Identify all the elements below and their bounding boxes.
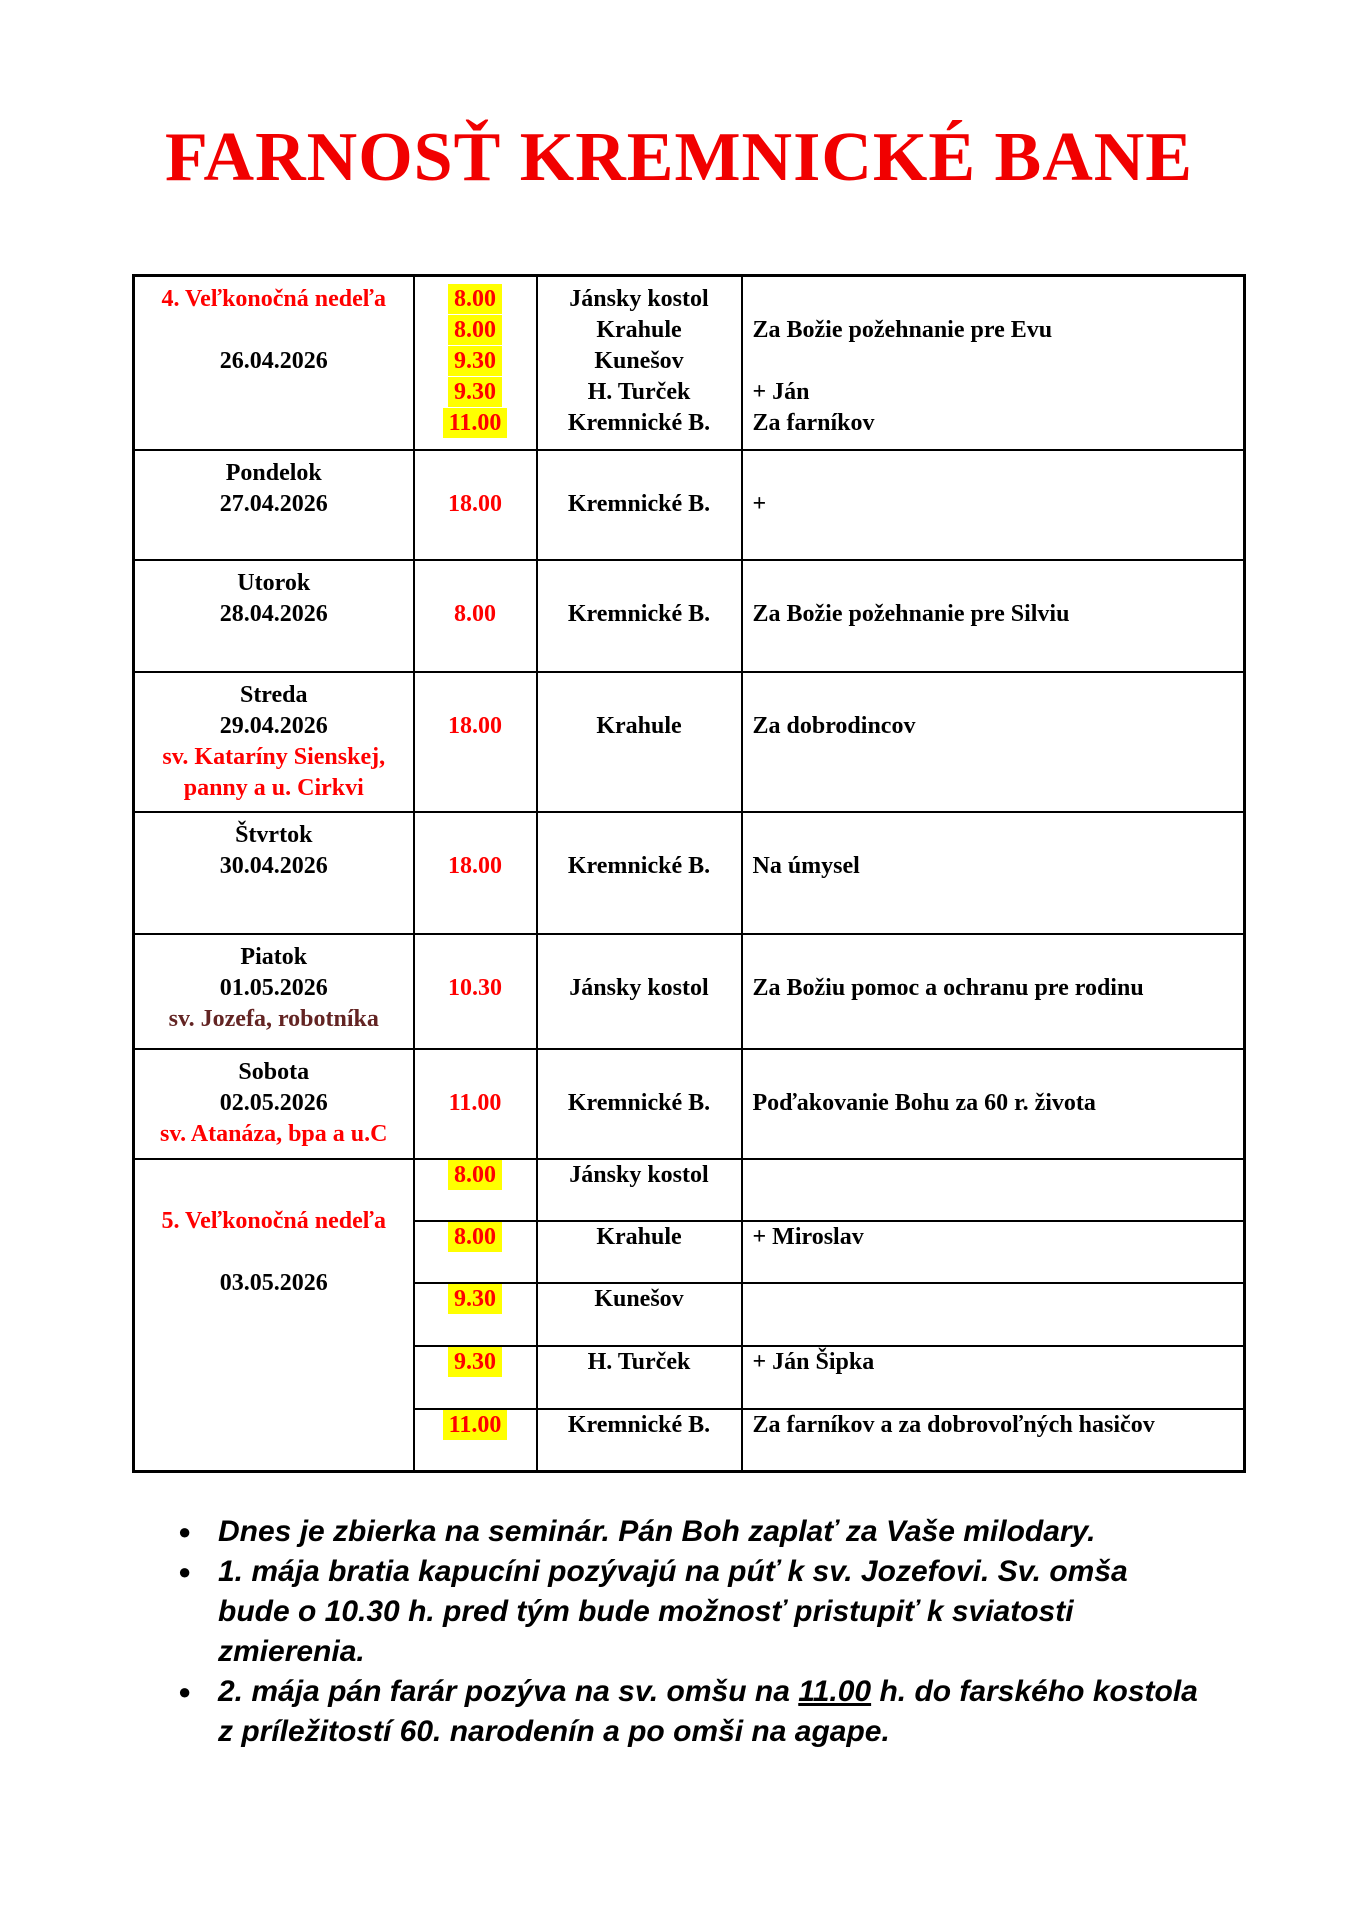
church-label: Jánsky kostol [569,1161,709,1188]
announcement-item [178,1512,1198,1552]
schedule-row-thursday [134,812,1245,934]
time-label: 18.00 [448,490,502,517]
time-label: 10.30 [448,974,502,1001]
bullet-icon: ● [178,1679,192,1704]
intention-label [753,1284,1244,1315]
church-cell [537,672,742,812]
announcement-item [178,1672,1198,1752]
announcement-text [218,1672,1198,1752]
day-cell [134,1049,414,1159]
church-label: Kremnické B. [567,1411,711,1438]
time-label: 8.00 [454,600,496,627]
highlighted-time: 8.00 [448,284,502,314]
time-cell [414,672,537,812]
church-label: Kunešov [594,1285,684,1312]
time-cell [414,276,537,450]
intention-label: Za Božie požehnanie pre Silviu [752,600,1070,627]
church-cell [537,1346,742,1409]
intention-cell [742,1346,1245,1409]
announcement-span: Dnes je zbierka na seminár. Pán Boh zaplať za Vaše milodary. [218,1515,1096,1548]
feast-label: sv. Kataríny Sienskej, [162,743,386,770]
day-label: Utorok [237,569,311,596]
schedule-row-tuesday [134,560,1245,672]
day-label: Sobota [238,1058,310,1085]
day-cell [134,276,414,450]
intention-label: + Ján Šipka [752,1348,875,1375]
highlighted-time: 9.30 [448,1347,502,1377]
intention-label: Za Božiu pomoc a ochranu pre rodinu [752,974,1144,1001]
mass-schedule-table [132,274,1246,1473]
intention-label: + Ján [752,379,810,405]
feast-label: panny a u. Cirkvi [183,774,364,801]
church-label: Krahule [596,712,682,739]
church-cell [537,1409,742,1472]
day-cell [134,1159,414,1472]
highlighted-time: 9.30 [448,377,502,407]
underlined-time: 11.00 [798,1675,872,1708]
intention-label: Za dobrodincov [752,712,916,739]
intention-cell [742,934,1245,1049]
schedule-row-sunday-4 [134,276,1245,450]
announcements-list [178,1512,1198,1752]
intention-cell [742,672,1245,812]
date-label: 02.05.2026 [219,1089,328,1116]
announcement-item [178,1552,1198,1672]
schedule-row-friday [134,934,1245,1049]
time-cell [414,1346,537,1409]
church-label: H. Turček [587,1348,691,1375]
bullet-icon: ● [178,1519,192,1544]
intention-label: Na úmysel [752,852,860,879]
announcement-text [218,1552,1198,1672]
church-label: Krahule [596,317,682,343]
highlighted-time: 8.00 [448,315,502,345]
church-label: Kremnické B. [567,490,711,517]
church-label: Kremnické B. [567,600,711,627]
intention-cell [742,276,1245,450]
spacer-line [135,315,413,346]
intention-cell [742,1049,1245,1159]
date-label: 27.04.2026 [219,490,328,517]
date-label: 03.05.2026 [219,1269,328,1296]
intention-cell [742,1409,1245,1472]
day-label: 4. Veľkonočná nedeľa [161,286,387,312]
date-label: 28.04.2026 [219,600,328,627]
day-cell [134,812,414,934]
highlighted-time: 8.00 [448,1222,502,1252]
intention-label: + Miroslav [752,1223,864,1250]
intention-label: Poďakovanie Bohu za 60 r. života [752,1089,1096,1116]
feast-label: sv. Atanáza, bpa a u.C [160,1120,388,1147]
intention-cell [742,812,1245,934]
time-cell [414,1221,537,1283]
time-label: 18.00 [448,712,502,739]
announcement-span: 2. mája pán farár pozýva na sv. omšu na [218,1675,799,1708]
date-label: 01.05.2026 [219,974,328,1001]
date-label: 26.04.2026 [219,348,328,374]
intention-cell [742,1283,1245,1346]
intention-label [753,346,1244,377]
intention-label: Za farníkov [752,410,875,436]
time-cell [414,560,537,672]
day-cell [134,560,414,672]
intention-cell [742,560,1245,672]
page-title: FARNOSŤ KREMNICKÉ BANE [164,119,1193,196]
date-label: 29.04.2026 [219,712,328,739]
time-cell [414,1159,537,1221]
day-label: 5. Veľkonočná nedeľa [161,1207,387,1234]
intention-label: Za Božie požehnanie pre Evu [752,317,1053,343]
church-label: Kremnické B. [567,410,711,436]
announcement-span: h. do farského kostola z príležitostí 60. narodenín a po omši na agape. [218,1675,1198,1748]
day-cell [134,672,414,812]
highlighted-time: 9.30 [448,1284,502,1314]
day-label: Streda [239,681,308,708]
schedule-row-monday [134,450,1245,560]
day-label: Štvrtok [235,821,313,848]
intention-cell [742,450,1245,560]
time-label: 18.00 [448,852,502,879]
church-cell [537,1221,742,1283]
day-cell [134,934,414,1049]
church-label: Krahule [596,1223,682,1250]
day-label: Pondelok [225,459,322,486]
church-label: H. Turček [587,379,691,405]
intention-label [753,284,1244,315]
date-label: 30.04.2026 [219,852,328,879]
church-cell [537,276,742,450]
time-label: 11.00 [448,1089,502,1116]
schedule-row-saturday [134,1049,1245,1159]
intention-label: + [752,490,767,517]
time-cell [414,1409,537,1472]
highlighted-time: 11.00 [443,1410,508,1440]
announcement-text [218,1512,1198,1552]
schedule-row-sunday-5 [134,1159,1245,1221]
church-label: Kunešov [594,348,684,374]
intention-cell [742,1159,1245,1221]
feast-label: sv. Jozefa, robotníka [168,1005,379,1032]
day-label: Piatok [240,943,308,970]
time-cell [414,934,537,1049]
church-cell [537,934,742,1049]
church-cell [537,1159,742,1221]
church-cell [537,1283,742,1346]
church-label: Kremnické B. [567,852,711,879]
announcement-span: 1. mája bratia kapucíni pozývajú na púť k sv. Jozefovi. Sv. omša bude o 10.30 h. pred tým bude možnosť pristupiť k sviatosti zmierenia. [218,1555,1128,1668]
time-cell [414,1283,537,1346]
church-cell [537,560,742,672]
time-cell [414,450,537,560]
intention-label: Za farníkov a za dobrovoľných hasičov [752,1411,1155,1438]
church-cell [537,1049,742,1159]
schedule-row-wednesday [134,672,1245,812]
bullet-icon: ● [178,1559,192,1584]
highlighted-time: 9.30 [448,346,502,376]
time-cell [414,1049,537,1159]
intention-cell [742,1221,1245,1283]
time-cell [414,812,537,934]
intention-label [753,1160,1244,1191]
church-cell [537,450,742,560]
church-cell [537,812,742,934]
church-label: Kremnické B. [567,1089,711,1116]
spacer-line [135,1237,413,1268]
church-label: Jánsky kostol [569,974,709,1001]
highlighted-time: 11.00 [443,408,508,438]
highlighted-time: 8.00 [448,1160,502,1190]
day-cell [134,450,414,560]
church-label: Jánsky kostol [569,286,709,312]
